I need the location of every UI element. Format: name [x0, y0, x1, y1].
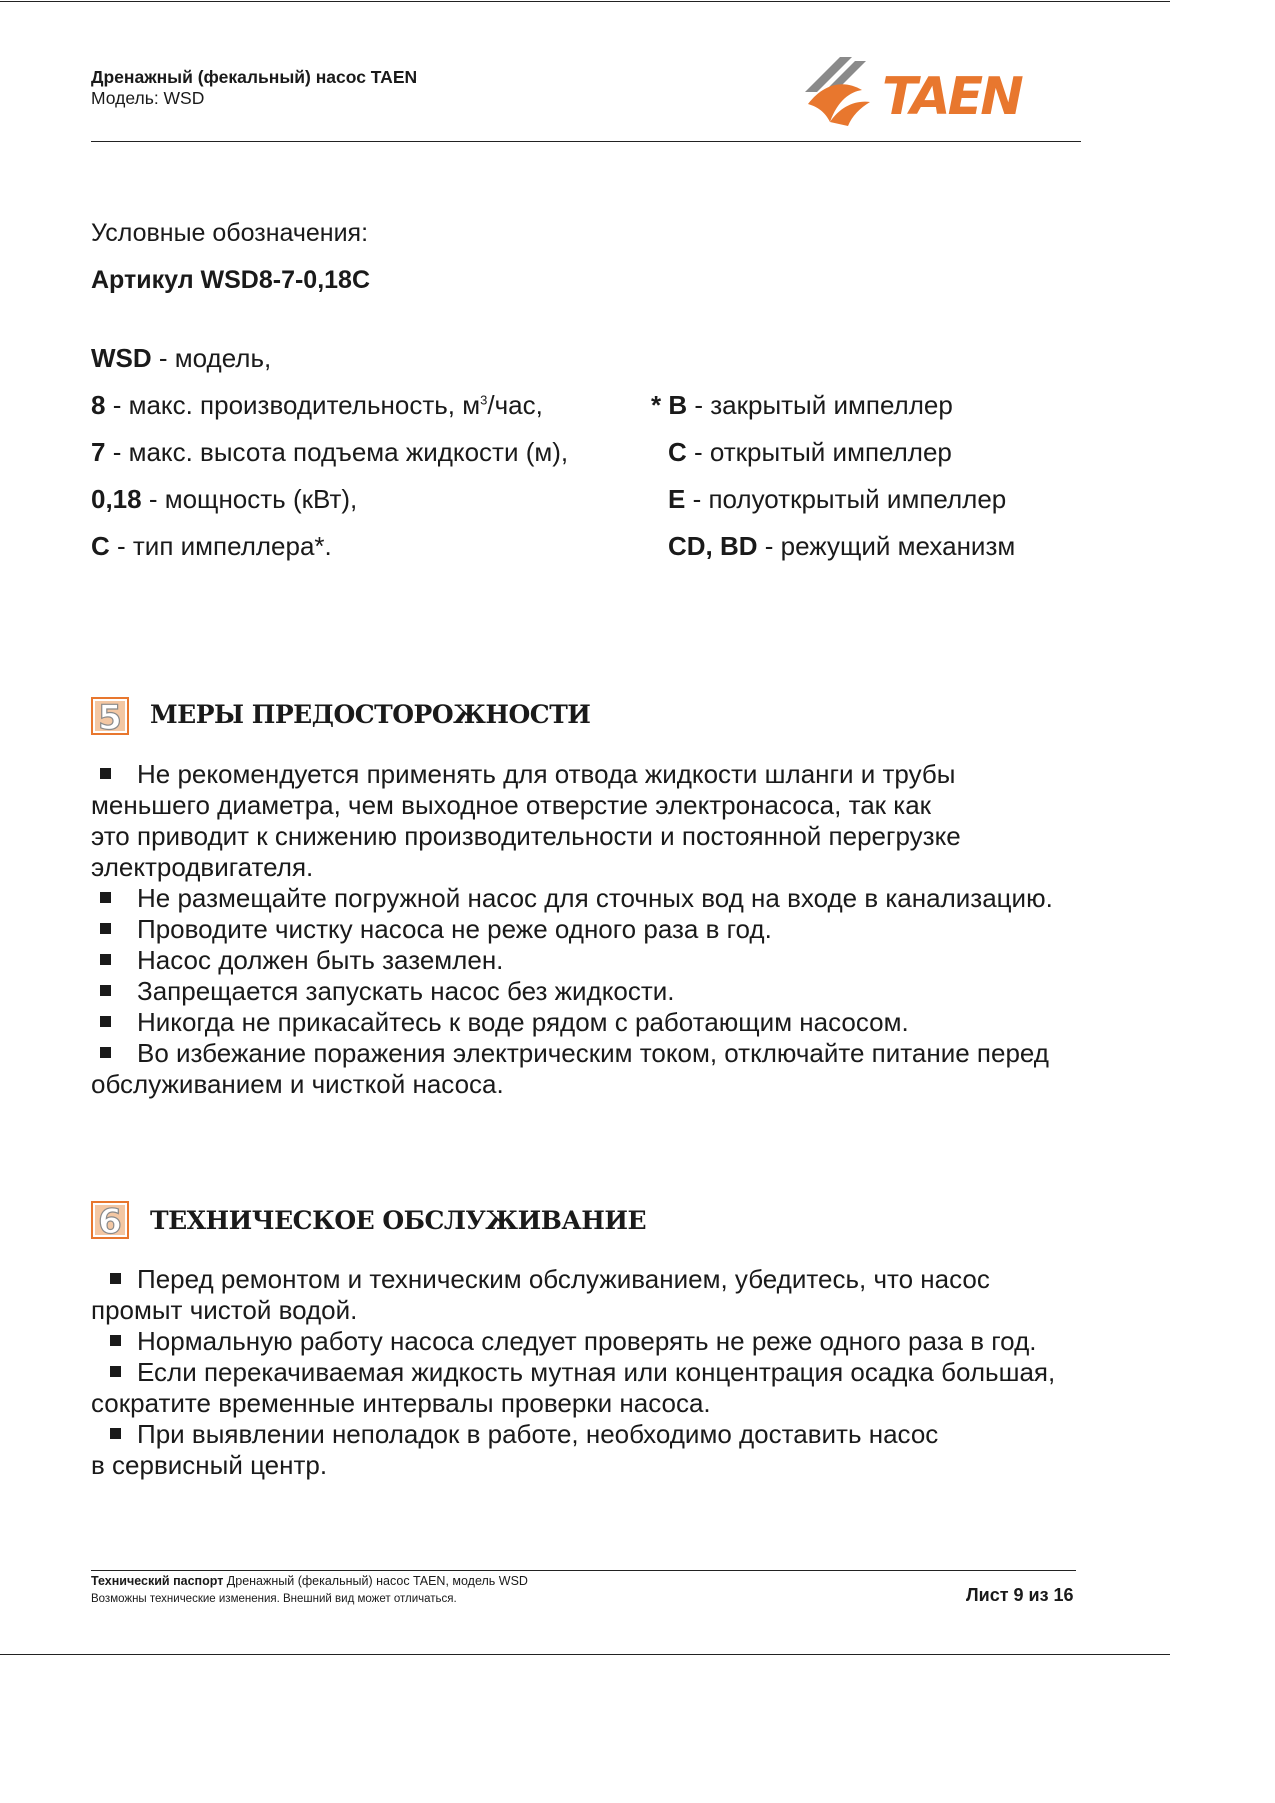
- bullet-icon: [110, 1335, 121, 1346]
- list-item-text: Перед ремонтом и техническим обслуживанием, убедитесь, что насос: [137, 1264, 990, 1294]
- header-divider: [91, 141, 1081, 142]
- legend-right-2: [668, 484, 1006, 515]
- legend-code: 8: [91, 390, 106, 420]
- section-5-number: 5: [98, 698, 122, 735]
- legend-text: - макс. высота подъема жидкости (м),: [105, 437, 569, 467]
- bullet-icon: [100, 768, 111, 779]
- legend-text: - мощность (кВт),: [141, 484, 358, 514]
- bullet-icon: [110, 1366, 121, 1377]
- list-item-text: Во избежание поражения электрическим током, отключайте питание перед: [137, 1038, 1049, 1068]
- legend-text: - режущий механизм: [757, 531, 1016, 561]
- list-item-text: Не размещайте погружной насос для сточных вод на входе в канализацию.: [137, 883, 1053, 913]
- legend-tail: /час,: [487, 390, 543, 420]
- list-item: [91, 976, 1131, 1007]
- legend-right-0: [651, 390, 953, 421]
- section-5-title: МЕРЫ ПРЕДОСТОРОЖНОСТИ: [150, 700, 591, 729]
- list-item: [91, 914, 1131, 945]
- top-border: [0, 1, 1170, 2]
- bullet-icon: [100, 892, 111, 903]
- document-title: Дренажный (фекальный) насос TAEN: [91, 67, 418, 87]
- list-item-text: сократите временные интервалы проверки насоса.: [91, 1388, 711, 1418]
- list-item-text: Не рекомендуется применять для отвода жидкости шланги и трубы: [137, 759, 956, 789]
- legend-code: * B: [651, 390, 688, 420]
- taen-logo-graphic: [800, 52, 1050, 132]
- list-item: [91, 945, 1131, 976]
- list-item: [91, 1038, 1131, 1100]
- legend-left-1: [91, 390, 543, 421]
- bullet-icon: [100, 1016, 111, 1027]
- list-item: [91, 759, 1131, 883]
- legend-code: CD, BD: [668, 531, 758, 561]
- legend-caption: Условные обозначения:: [91, 219, 369, 247]
- list-item: [91, 1357, 1131, 1419]
- bullet-icon: [100, 1047, 111, 1058]
- footer-passport: [91, 1574, 528, 1588]
- bullet-icon: [100, 954, 111, 965]
- bottom-border: [0, 1654, 1170, 1655]
- list-item-text: в сервисный центр.: [91, 1450, 328, 1480]
- legend-code: WSD: [91, 343, 152, 373]
- legend-text: - модель,: [151, 343, 272, 373]
- list-item-text: Нормальную работу насоса следует проверять не реже одного раза в год.: [137, 1326, 1037, 1356]
- legend-code: E: [668, 484, 686, 514]
- legend-text: - открытый импеллер: [686, 437, 952, 467]
- legend-code: 7: [91, 437, 106, 467]
- article-code: Артикул WSD8-7-0,18C: [91, 266, 371, 294]
- list-item-text: Запрещается запускать насос без жидкости.: [137, 976, 675, 1006]
- legend-text: - тип импеллера*.: [109, 531, 332, 561]
- legend-code: 0,18: [91, 484, 142, 514]
- legend-sup: 3: [480, 392, 488, 408]
- legend-right-1: [668, 437, 952, 468]
- taen-logo: [800, 52, 1050, 132]
- section-6-number: 6: [98, 1202, 122, 1239]
- legend-code: C: [668, 437, 687, 467]
- list-item-text: Насос должен быть заземлен.: [137, 945, 504, 975]
- list-item-text: Если перекачиваемая жидкость мутная или концентрация осадка большая,: [137, 1357, 1056, 1387]
- bullet-icon: [110, 1428, 121, 1439]
- legend-text: - макс. производительность, м: [105, 390, 481, 420]
- list-item-text: это приводит к снижению производительности и постоянной перегрузке: [91, 821, 961, 851]
- legend-left-3: [91, 484, 357, 515]
- legend-left-2: [91, 437, 568, 468]
- footer-note: Возможны технические изменения. Внешний вид может отличаться.: [91, 1593, 457, 1605]
- list-item: [91, 1264, 1131, 1326]
- list-item: [91, 1007, 1131, 1038]
- legend-left-4: [91, 531, 332, 562]
- bullet-icon: [100, 985, 111, 996]
- logo-mark-icon: [805, 57, 870, 126]
- section-6-title: ТЕХНИЧЕСКОЕ ОБСЛУЖИВАНИЕ: [150, 1206, 646, 1235]
- list-item: [91, 1419, 1131, 1481]
- list-item-text: электродвигателя.: [91, 852, 314, 882]
- page-number: Лист 9 из 16: [966, 1585, 1074, 1605]
- bullet-icon: [100, 923, 111, 934]
- legend-text: - закрытый импеллер: [687, 390, 953, 420]
- document-model: Модель: WSD: [91, 88, 205, 108]
- list-item-text: При выявлении неполадок в работе, необходимо доставить насос: [137, 1419, 939, 1449]
- section-5-number-icon: [91, 697, 129, 735]
- footer-passport-text: Дренажный (фекальный) насос TAEN, модель WSD: [223, 1574, 528, 1588]
- precautions-list: [91, 759, 1131, 1100]
- maintenance-list: [91, 1264, 1131, 1481]
- footer-passport-label: Технический паспорт: [91, 1574, 224, 1588]
- list-item-text: промыт чистой водой.: [91, 1295, 358, 1325]
- list-item-text: Никогда не прикасайтесь к воде рядом с работающим насосом.: [137, 1007, 909, 1037]
- logo-text: TAEN: [882, 67, 1021, 127]
- list-item-text: меньшего диаметра, чем выходное отверстие электронасоса, так как: [91, 790, 932, 820]
- list-item: [91, 1326, 1131, 1357]
- legend-left-0: [91, 343, 271, 374]
- legend-right-3: [668, 531, 1015, 562]
- legend-text: - полуоткрытый импеллер: [685, 484, 1007, 514]
- footer-divider: [91, 1570, 1076, 1571]
- bullet-icon: [110, 1273, 121, 1284]
- list-item-text: Проводите чистку насоса не реже одного раза в год.: [137, 914, 772, 944]
- legend-code: C: [91, 531, 110, 561]
- section-6-number-icon: [91, 1201, 129, 1239]
- list-item: [91, 883, 1131, 914]
- list-item-text: обслуживанием и чисткой насоса.: [91, 1069, 504, 1099]
